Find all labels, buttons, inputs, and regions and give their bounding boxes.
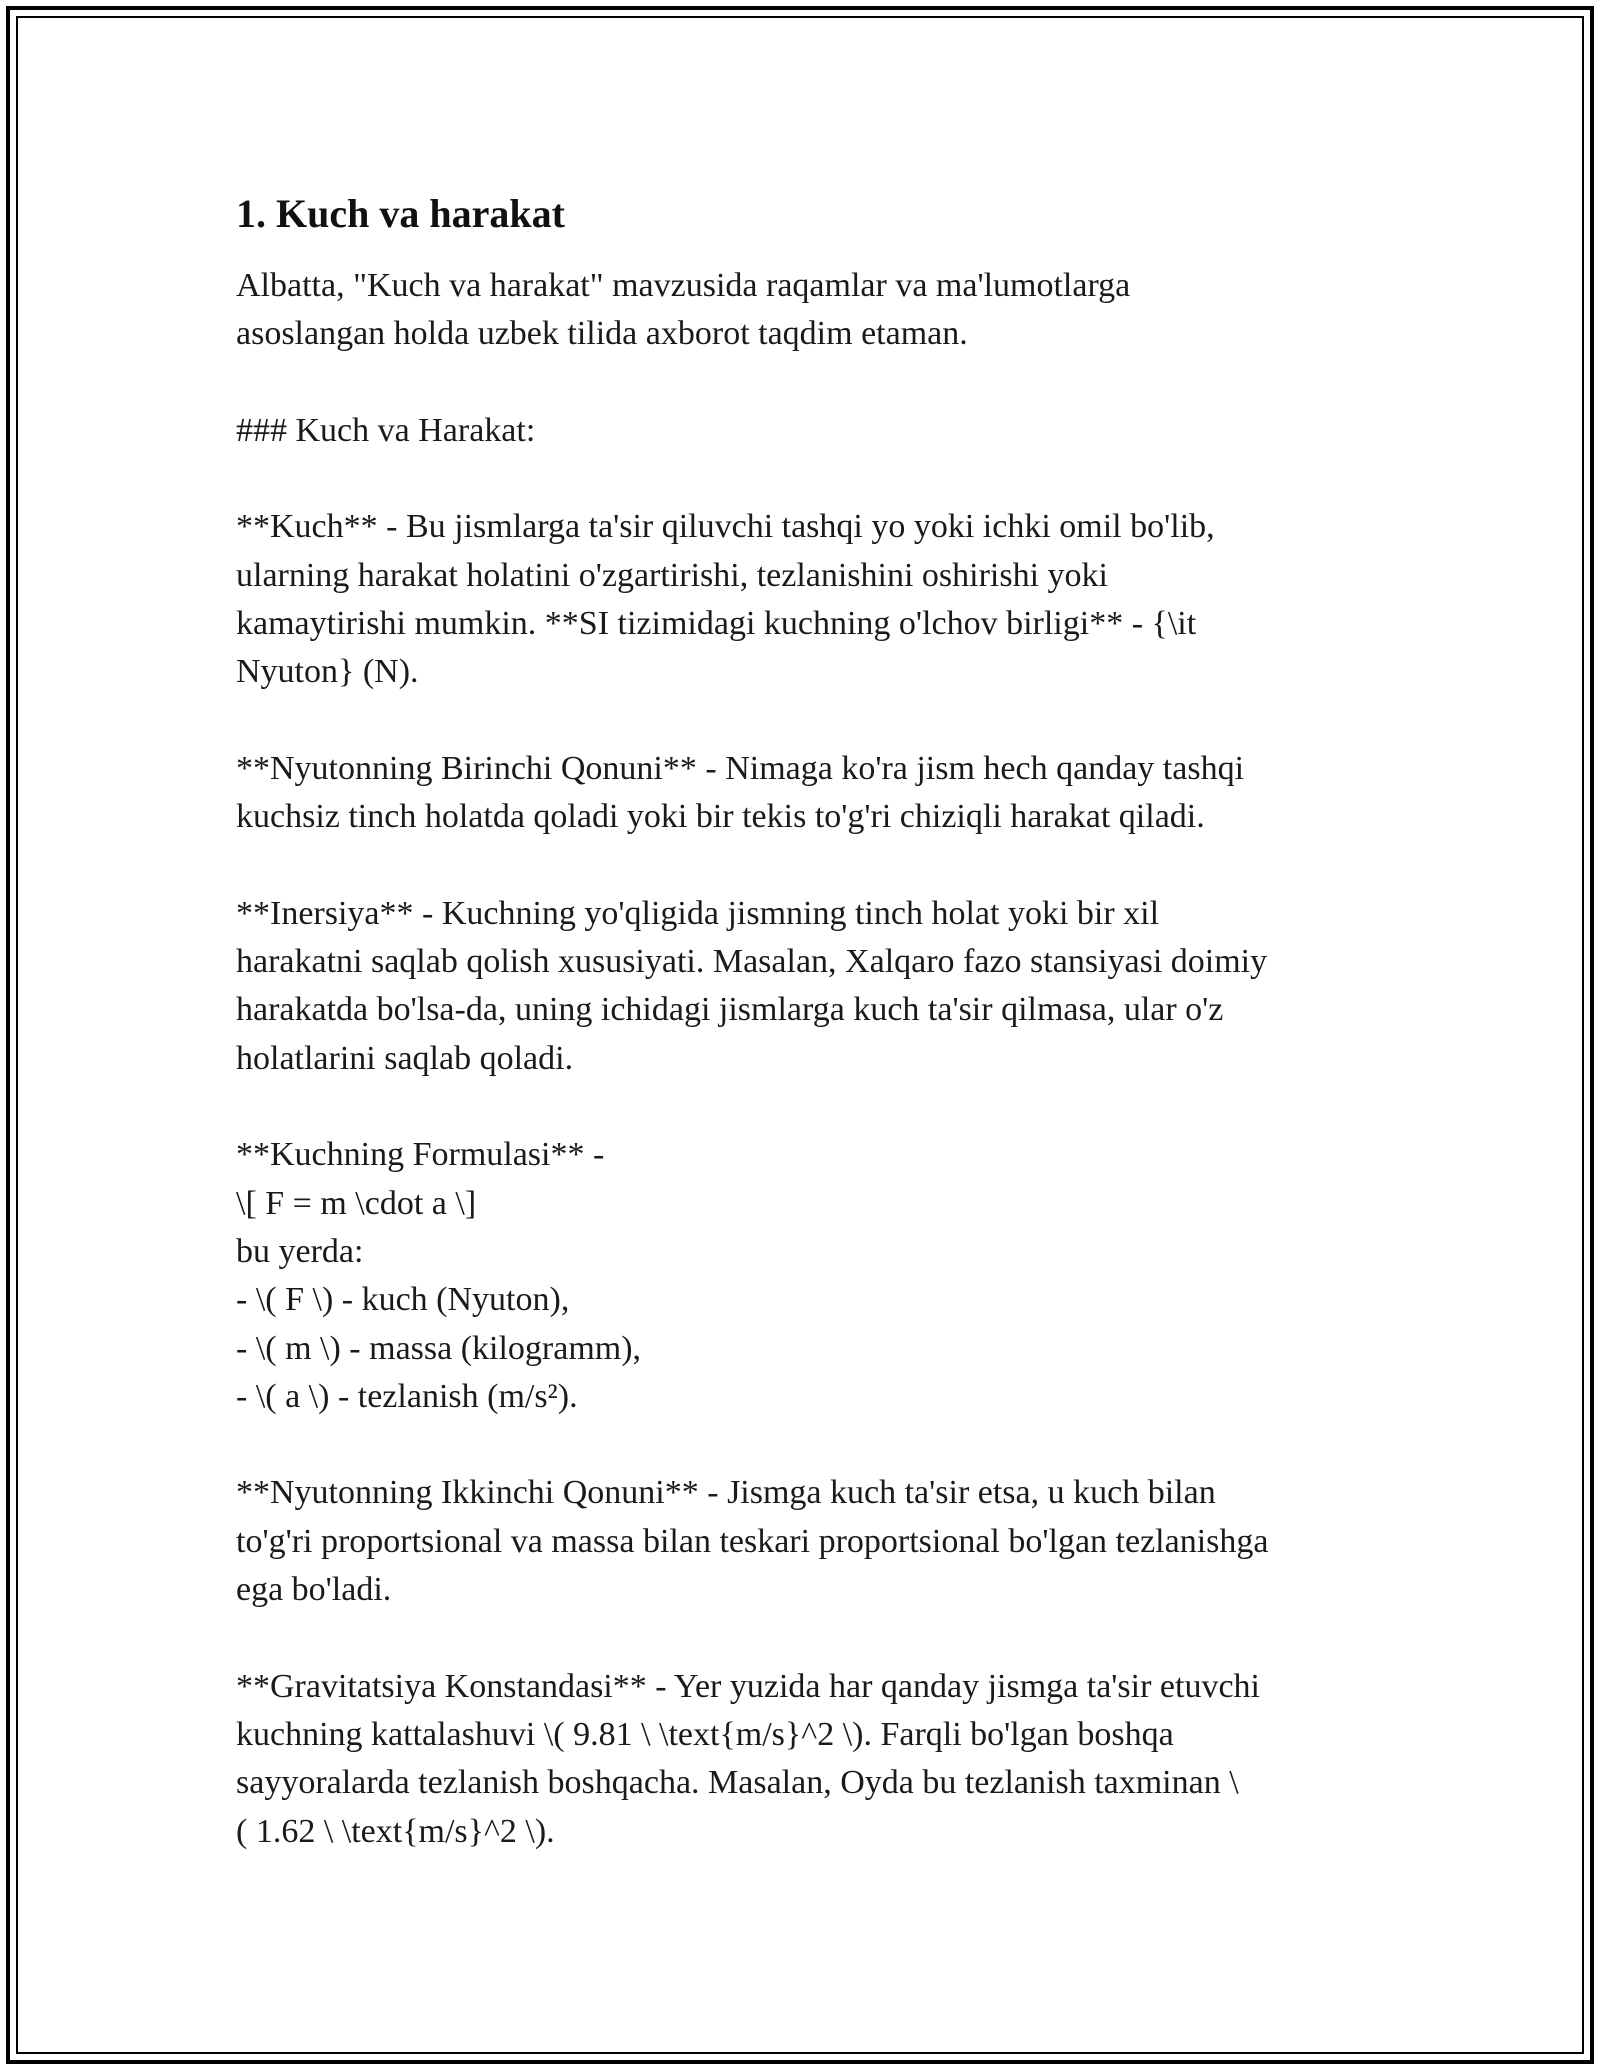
paragraph-line: kamaytirishi mumkin. **SI tizimidagi kuchning o'lchov birligi** - {\it <box>236 605 1197 643</box>
paragraph-line: **Kuchning Formulasi** - <box>236 1136 605 1174</box>
paragraph-line: ( 1.62 \ \text{m/s}^2 \). <box>236 1812 555 1850</box>
paragraph <box>236 1663 1366 1856</box>
paragraph-line: ### Kuch va Harakat: <box>236 411 536 449</box>
paragraph-line: - \( m \) - massa (kilogramm), <box>236 1329 642 1367</box>
paragraph <box>236 1469 1366 1614</box>
paragraph-line: Albatta, "Kuch va harakat" mavzusida raqamlar va ma'lumotlarga <box>236 267 1131 304</box>
paragraph-line: kuchsiz tinch holatda qoladi yoki bir tekis to'g'ri chiziqli harakat qiladi. <box>236 798 1205 836</box>
paragraph-line: - \( F \) - kuch (Nyuton), <box>236 1281 570 1319</box>
paragraph-line: Nyuton} (N). <box>236 653 419 691</box>
paragraph-line: - \( a \) - tezlanish (m/s²). <box>236 1377 578 1415</box>
paragraph-line: asoslangan holda uzbek tilida axborot taqdim etaman. <box>236 315 968 353</box>
paragraph <box>236 890 1366 1083</box>
paragraph <box>236 503 1366 696</box>
paragraph-line: holatlarini saqlab qoladi. <box>236 1039 574 1077</box>
paragraph-line: \[ F = m \cdot a \] <box>236 1184 477 1222</box>
paragraph <box>236 407 1366 455</box>
paragraph-list <box>236 262 1366 1856</box>
paragraph <box>236 745 1366 842</box>
document-body <box>236 184 1366 1904</box>
paragraph-line: **Inersiya** - Kuchning yo'qligida jismning tinch holat yoki bir xil <box>236 894 1160 932</box>
document-title: 1. Kuch va harakat <box>236 191 565 236</box>
paragraph-line: bu yerda: <box>236 1232 364 1270</box>
paragraph-line: kuchning kattalashuvi \( 9.81 \ \text{m/s}^2 \). Farqli bo'lgan boshqa <box>236 1715 1174 1753</box>
paragraph-line: to'g'ri proportsional va massa bilan teskari proportsional bo'lgan tezlanishga <box>236 1522 1269 1560</box>
paragraph <box>236 1131 1366 1421</box>
paragraph-line: harakatda bo'lsa-da, uning ichidagi jismlarga kuch ta'sir qilmasa, ular o'z <box>236 991 1224 1029</box>
paragraph-line: sayyoralarda tezlanish boshqacha. Masalan, Oyda bu tezlanish taxminan \ <box>236 1764 1239 1802</box>
paragraph <box>236 262 1366 359</box>
paragraph-line: **Nyutonning Ikkinchi Qonuni** - Jismga kuch ta'sir etsa, u kuch bilan <box>236 1474 1216 1512</box>
paragraph-line: harakatni saqlab qolish xususiyati. Masalan, Xalqaro fazo stansiyasi doimiy <box>236 943 1268 981</box>
paragraph-line: **Gravitatsiya Konstandasi** - Yer yuzida har qanday jismga ta'sir etuvchi <box>236 1667 1261 1705</box>
paragraph-line: **Nyutonning Birinchi Qonuni** - Nimaga ko'ra jism hech qanday tashqi <box>236 749 1245 787</box>
paragraph-line: ega bo'ladi. <box>236 1571 392 1609</box>
paragraph-line: **Kuch** - Bu jismlarga ta'sir qiluvchi tashqi yo yoki ichki omil bo'lib, <box>236 508 1215 546</box>
paragraph-line: ularning harakat holatini o'zgartirishi, tezlanishini oshirishi yoki <box>236 556 1108 594</box>
